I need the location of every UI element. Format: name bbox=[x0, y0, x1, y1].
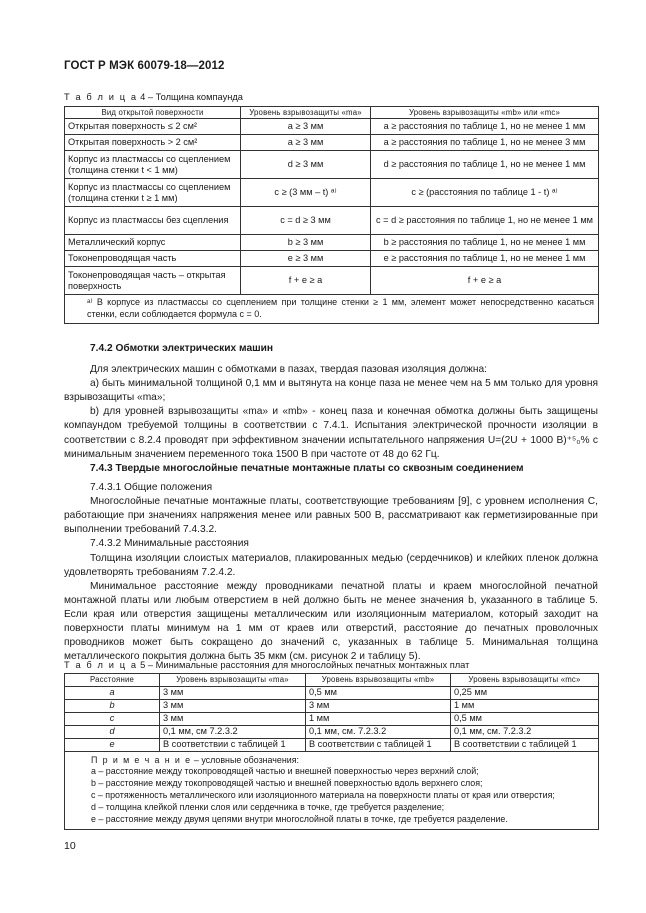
table-cell: d ≥ расстояния по таблице 1, но не менее 1 мм bbox=[371, 151, 599, 179]
table-footnote-row bbox=[65, 295, 599, 323]
table-cell: 1 мм bbox=[306, 712, 451, 725]
table-cell: 3 мм bbox=[160, 699, 306, 712]
table-cell: c = d ≥ 3 мм bbox=[241, 207, 371, 235]
table-cell: c bbox=[65, 712, 160, 725]
table-cell: 1 мм bbox=[451, 699, 599, 712]
table-row bbox=[65, 135, 599, 151]
table-cell: 0,5 мм bbox=[306, 686, 451, 699]
table-cell: e ≥ 3 мм bbox=[241, 251, 371, 267]
table4-caption: Т а б л и ц а 4 – Толщина компаунда bbox=[64, 92, 243, 102]
table-cell: В соответствии с таблицей 1 bbox=[451, 738, 599, 751]
table-cell: d bbox=[65, 725, 160, 738]
table-cell: f + e ≥ a bbox=[371, 267, 599, 295]
table-header-row bbox=[65, 674, 599, 687]
paragraph: Для электрических машин с обмотками в пазах, твердая пазовая изоляция должна: bbox=[90, 364, 487, 376]
table-cell: 0,1 мм, см 7.2.3.2 bbox=[160, 725, 306, 738]
table-cell: Токонепроводящая часть – открытая поверхность bbox=[65, 267, 241, 295]
table-cell: a ≥ 3 мм bbox=[241, 135, 371, 151]
note-item: d – толщина клейкой пленки слоя или сердечника в точке, где требуется разделение; bbox=[91, 802, 445, 813]
table-cell: b bbox=[65, 699, 160, 712]
table-note bbox=[65, 751, 599, 829]
table5 bbox=[64, 673, 599, 830]
table-cell: b ≥ 3 мм bbox=[241, 235, 371, 251]
table-row bbox=[65, 207, 599, 235]
table-cell: c ≥ (3 мм – t) ᵃ⁾ bbox=[241, 179, 371, 207]
table-cell: f + e ≥ a bbox=[241, 267, 371, 295]
table-cell: Открытая поверхность ≤ 2 см² bbox=[65, 119, 241, 135]
table-row bbox=[65, 235, 599, 251]
table-cell: b ≥ расстояния по таблице 1, но не менее 1 мм bbox=[371, 235, 599, 251]
table-header-cell: Уровень взрывозащиты «mb» bbox=[306, 674, 451, 687]
table-header-cell: Уровень взрывозащиты «ma» bbox=[241, 107, 371, 119]
document-header: ГОСТ Р МЭК 60079-18—2012 bbox=[64, 60, 225, 72]
table-cell: 0,1 мм, см. 7.2.3.2 bbox=[451, 725, 599, 738]
table-header-cell: Уровень взрывозащиты «mc» bbox=[451, 674, 599, 687]
note-item: а – расстояние между токопроводящей частью и внешней поверхностью через верхний слой; bbox=[91, 766, 479, 777]
subsection-title: 7.4.3.2 Минимальные расстояния bbox=[90, 538, 249, 550]
page-number: 10 bbox=[64, 840, 76, 852]
table-cell: Токонепроводящая часть bbox=[65, 251, 241, 267]
table-row bbox=[65, 267, 599, 295]
table-row bbox=[65, 119, 599, 135]
table-cell: Открытая поверхность > 2 см² bbox=[65, 135, 241, 151]
note-item: e – расстояние между двумя цепями внутри многослойной платы в точке, где требуется разделение. bbox=[91, 814, 508, 825]
table-row bbox=[65, 151, 599, 179]
table-cell: 0,1 мм, см. 7.2.3.2 bbox=[306, 725, 451, 738]
paragraph: Минимальное расстояние между проводниками печатной платы и краем многослойной печатной монтажной платы или любым отверстием в ней должно быть не менее значения b, указанного в таблице 5. Если края или отверстия защищены металлическим или изоляционным материалом, который заходит на поверхности платы минимум на 1 мм от краев или отверстий, расстояние до печатных проволочных проводников может быть сокращено до значений c, указанных в таблице 5. Минимальная толщина металлического покрытия должна быть 35 мкм (см. рисунок 2 и таблицу 5). bbox=[64, 580, 598, 663]
table4 bbox=[64, 106, 599, 324]
table-cell: 0,25 мм bbox=[451, 686, 599, 699]
paragraph: Многослойные печатные монтажные платы, соответствующие требованиям [9], с уровнем исполнения С, работающие при значениях напряжения менее или равных 500 В, рассматривают как герметизированные при выполнении требований 7.4.3.2. bbox=[64, 496, 598, 536]
table-cell: Металлический корпус bbox=[65, 235, 241, 251]
table-row bbox=[65, 725, 599, 738]
section-7-4-2 bbox=[64, 342, 598, 462]
note-item: b – расстояние между токопроводящей частью и внешней поверхностью вдоль верхнего слоя; bbox=[91, 778, 483, 789]
table-footnote: ᵃ⁾ В корпусе из пластмассы со сцеплением при толщине стенки ≥ 1 мм, элемент может непосредственно касаться стенки, если соблюдается формула c = 0. bbox=[65, 295, 599, 323]
table-cell: a bbox=[65, 686, 160, 699]
table-row bbox=[65, 251, 599, 267]
table-row bbox=[65, 738, 599, 751]
table-row bbox=[65, 686, 599, 699]
table5-caption: Т а б л и ц а 5 – Минимальные расстояния для многослойных печатных монтажных плат bbox=[64, 660, 470, 670]
table-cell: a ≥ 3 мм bbox=[241, 119, 371, 135]
table-cell: Корпус из пластмассы без сцепления bbox=[65, 207, 241, 235]
table-header-cell: Уровень взрывозащиты «ma» bbox=[160, 674, 306, 687]
table-cell: c = d ≥ расстояния по таблице 1, но не менее 1 мм bbox=[371, 207, 599, 235]
table-cell: В соответствии с таблицей 1 bbox=[160, 738, 306, 751]
paragraph: b) для уровней взрывозащиты «ma» и «mb» - конец паза и конечная обмотка должны быть защищены компаундом требуемой толщины в соответствии с 7.4.1. Испытания электрической прочности изоляции в соответствии с 8.2.4 проводят при эффективном значении испытательного напряжения U=(2U + 1000 В)⁺⁵₀% с минимальным значением переменного тока 1500 В при частоте от 48 до 62 Гц. bbox=[64, 406, 598, 460]
table-cell: 3 мм bbox=[306, 699, 451, 712]
note-item: c – протяженность металлического или изоляционного материала на поверхности платы от края или отверстия; bbox=[91, 790, 555, 801]
table-cell: В соответствии с таблицей 1 bbox=[306, 738, 451, 751]
subsection-title: 7.4.3.1 Общие положения bbox=[90, 482, 213, 494]
table-cell: 3 мм bbox=[160, 686, 306, 699]
paragraph: Толщина изоляции слоистых материалов, плакированных медью (сердечников) и клейких пленок должна удовлетворять требованиям 7.2.4.2. bbox=[64, 552, 598, 578]
table-row bbox=[65, 712, 599, 725]
table-cell: 0,5 мм bbox=[451, 712, 599, 725]
section-7-4-3 bbox=[64, 462, 598, 664]
table-header-cell: Расстояние bbox=[65, 674, 160, 687]
table-note-row bbox=[65, 751, 599, 829]
table-cell: e ≥ расстояния по таблице 1, но не менее 1 мм bbox=[371, 251, 599, 267]
table-cell: d ≥ 3 мм bbox=[241, 151, 371, 179]
table-cell: c ≥ (расстояния по таблице 1 - t) ᵃ⁾ bbox=[371, 179, 599, 207]
table-row bbox=[65, 179, 599, 207]
table-row bbox=[65, 699, 599, 712]
table-cell: Корпус из пластмассы со сцеплением (толщина стенки t < 1 мм) bbox=[65, 151, 241, 179]
section-title: 7.4.2 Обмотки электрических машин bbox=[90, 343, 274, 354]
table-cell: Корпус из пластмассы со сцеплением (толщина стенки t ≥ 1 мм) bbox=[65, 179, 241, 207]
table-cell: a ≥ расстояния по таблице 1, но не менее 3 мм bbox=[371, 135, 599, 151]
note-heading: П р и м е ч а н и е – условные обозначения: bbox=[91, 754, 299, 765]
table-header-row bbox=[65, 107, 599, 119]
table-cell: a ≥ расстояния по таблице 1, но не менее 1 мм bbox=[371, 119, 599, 135]
table-cell: e bbox=[65, 738, 160, 751]
section-title: 7.4.3 Твердые многослойные печатные монтажные платы со сквозным соединением bbox=[90, 463, 524, 474]
table-header-cell: Уровень взрывозащиты «mb» или «mc» bbox=[371, 107, 599, 119]
paragraph: а) быть минимальной толщиной 0,1 мм и вытянута на конце паза не менее чем на 5 мм только для уровня взрывозащиты «ma»; bbox=[64, 378, 598, 404]
table-cell: 3 мм bbox=[160, 712, 306, 725]
table-header-cell: Вид открытой поверхности bbox=[65, 107, 241, 119]
